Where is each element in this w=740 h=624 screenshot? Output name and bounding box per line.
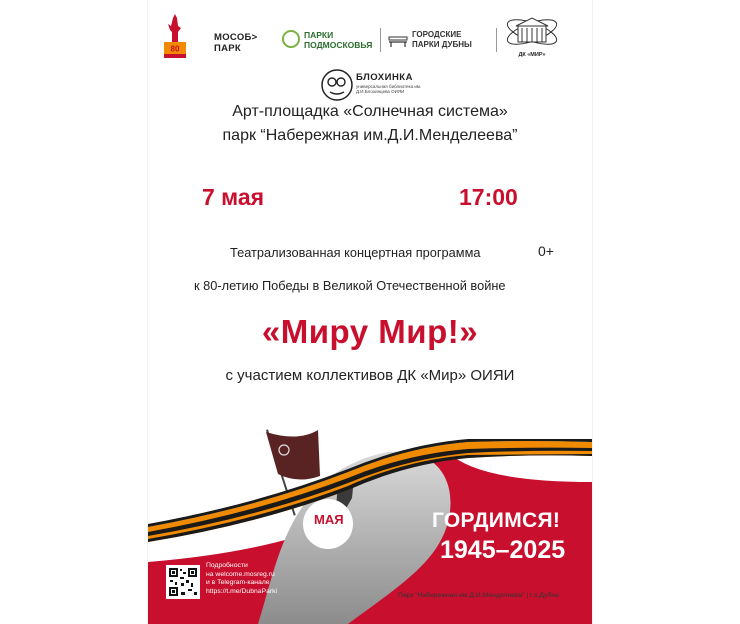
years-range: 1945–2025	[440, 536, 566, 564]
occasion-line: к 80-летию Победы в Великой Отечественной войне	[194, 278, 506, 293]
logo-divider	[380, 28, 381, 52]
leaf-icon	[282, 30, 300, 48]
parki-line2: ПОДМОСКОВЬЯ	[304, 40, 373, 50]
banner-flag	[266, 430, 320, 480]
dk-mir-caption: ДК «МИР»	[518, 52, 546, 58]
victory-badge-number: 80	[170, 44, 180, 54]
mosobl-line2: ПАРК	[214, 43, 242, 54]
venue-line-2: парк “Набережная им.Д.И.Менделеева”	[222, 127, 518, 144]
atom-building-icon	[504, 10, 560, 52]
blokhinka-library-logo	[320, 68, 450, 108]
city-parks-line1: ГОРОДСКИЕ	[412, 30, 462, 39]
parki-line1: ПАРКИ	[304, 30, 334, 40]
details-line: и в Telegram-канале	[206, 579, 270, 586]
qr-code[interactable]	[166, 565, 200, 599]
venue-line-1: Арт-площадка «Солнечная система»	[232, 103, 508, 120]
logo-divider	[496, 28, 497, 52]
may-label: МАЯ	[314, 512, 344, 527]
event-date: 7 мая	[202, 184, 265, 210]
details-line: Подробности	[206, 562, 248, 569]
event-poster	[148, 0, 592, 624]
park-address: Парк “Набережная им.Д.И.Менделеева” | г.о.Дубна	[398, 592, 559, 599]
program-type: Театрализованная концертная программа	[230, 245, 481, 260]
victory-monument-logo	[162, 12, 188, 60]
age-rating: 0+	[538, 243, 554, 259]
details-line[interactable]: https://t.me/DubnaParki	[206, 587, 278, 595]
mosoblpark-logo	[214, 32, 258, 54]
partner-logos	[158, 10, 582, 94]
bench-icon	[388, 34, 408, 48]
library-name: БЛОХИНКА	[356, 72, 413, 83]
dk-mir-logo	[504, 10, 560, 62]
library-owl-icon	[320, 68, 354, 102]
library-subtitle: универсальная библиотека им. Д.И.Блохинцева ОИЯИ	[356, 84, 422, 94]
participants-line: с участием коллективов ДК «Мир» ОИЯИ	[225, 367, 515, 384]
event-title: «Миру Мир!»	[261, 313, 479, 350]
mosobl-line1: МОСОБ>	[214, 32, 258, 43]
details-line[interactable]: на welcome.mosreg.ru	[206, 570, 275, 578]
city-parks-line2: ПАРКИ ДУБНЫ	[412, 40, 472, 49]
slogan: ГОРДИМСЯ!	[432, 509, 561, 532]
event-time: 17:00	[459, 184, 518, 210]
details-info	[206, 562, 277, 596]
